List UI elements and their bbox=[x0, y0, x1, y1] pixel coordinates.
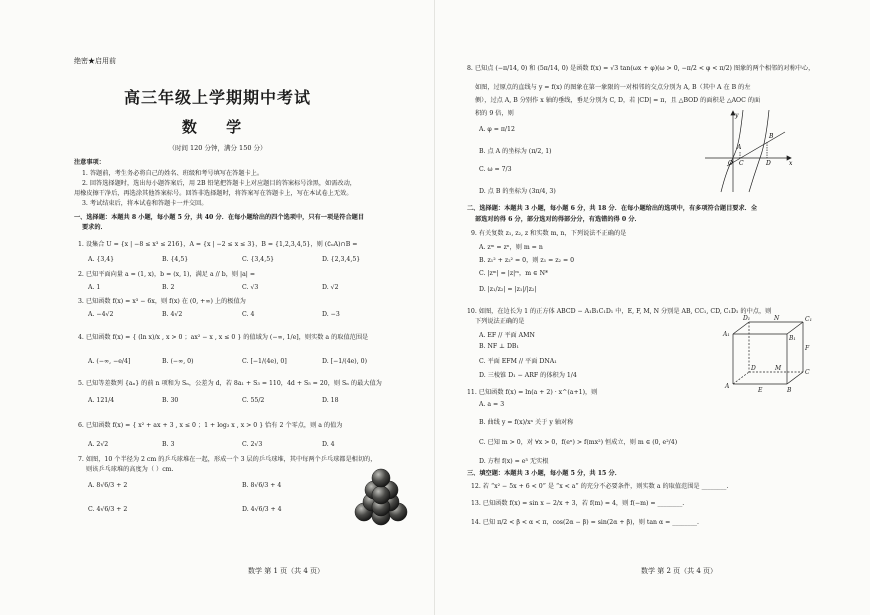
label-n: N bbox=[774, 315, 780, 322]
question-10-option-b: B. NF ⊥ DB₁ bbox=[479, 343, 519, 350]
label-e: E bbox=[758, 387, 763, 394]
question-7-option-b: B. 8√6/3 + 4 bbox=[242, 482, 282, 489]
question-3-option-c: C. 4 bbox=[242, 311, 255, 318]
notice-1: 1. 答题前，考生务必将自己的姓名、班级和考号填写在答题卡上。 bbox=[82, 170, 264, 177]
question-3-stem: 3. 已知函数 f(x) = x³ − 6x，则 f(x) 在 (0, +∞) 上的极值为 bbox=[78, 298, 246, 305]
question-6-option-b: B. 3 bbox=[162, 441, 175, 448]
label-c: C bbox=[805, 369, 810, 376]
section-1-heading: 一、选择题：本题共 8 小题，每小题 5 分，共 40 分．在每小题给出的四个选项中，只有一项是符合题目 bbox=[74, 214, 365, 221]
subject-title: 数 学 bbox=[181, 118, 254, 136]
ball bbox=[372, 469, 390, 487]
edge-bc bbox=[787, 372, 803, 384]
question-6-option-d: D. 4 bbox=[322, 441, 335, 448]
question-1-option-b: B. {4,5} bbox=[162, 256, 189, 263]
question-7-option-d: D. 4√6/3 + 4 bbox=[242, 506, 282, 513]
question-8-option-b: B. 点 A 的坐标为 (π/2, 1) bbox=[479, 148, 552, 155]
question-4-option-b: B. (−∞, 0) bbox=[162, 358, 194, 365]
label-c: C bbox=[739, 160, 744, 167]
question-12: 12. 若 “x² − 5x + 6 < 0” 是 “x < a” 的充分不必要条件，则实数 a 的取值范围是 ________. bbox=[471, 483, 729, 490]
question-4-option-a: A. (−∞, −e/4] bbox=[88, 358, 131, 365]
page-2-footer: 数学 第 2 页（共 4 页） bbox=[641, 567, 718, 575]
question-4-option-c: C. [−1/(4e), 0] bbox=[242, 358, 287, 365]
label-f: F bbox=[805, 345, 810, 352]
question-9-option-b: B. z₁² + z₂² = 0，则 z₁ = z₂ = 0 bbox=[479, 257, 575, 264]
notice-2-cont: 用橡皮擦干净后，再选涂其他答案标号。回答非选择题时，将答案写在答题卡上，写在本试卷上无效。 bbox=[74, 190, 353, 197]
notice-heading: 注意事项： bbox=[74, 159, 105, 166]
label-b: B bbox=[787, 387, 792, 394]
cube-figure bbox=[715, 314, 819, 396]
question-9-option-d: D. |z₁/z₂| = |z₁|/|z₂| bbox=[479, 286, 537, 293]
question-2-option-b: B. 2 bbox=[162, 284, 175, 291]
question-7-stem: 7. 如图，10 个半径为 2 cm 的乒乓球堆在一起，形成一个 3 层的乒乓球堆，其中每两个乒乓球都是相切的， bbox=[78, 456, 377, 463]
page-2 bbox=[435, 0, 870, 615]
question-8-option-c: C. ω = 7/3 bbox=[479, 166, 512, 173]
question-5-stem: 5. 已知等差数列 {aₙ} 的前 n 项和为 Sₙ，公差为 d，若 8a₁ + S₃ = 110，4d + S₅ = 20，则 Sₙ 的最大值为 bbox=[78, 380, 382, 387]
exam-title: 高三年级上学期期中考试 bbox=[123, 88, 311, 107]
question-3-option-a: A. −4√2 bbox=[88, 311, 114, 318]
tangent-branch-1 bbox=[721, 110, 743, 192]
question-5-option-b: B. 30 bbox=[162, 397, 179, 404]
question-8-stem-3: 侧），过点 A, B 分别作 x 轴的垂线，垂足分别为 C, D，若 |CD| = π，且 △BOD 的面积是 △AOC 的面 bbox=[475, 97, 761, 104]
question-9-stem: 9. 有关复数 z₁, z₂, z 和实数 m, n，下列说法不正确的是 bbox=[471, 230, 627, 237]
label-a1: A₁ bbox=[723, 331, 730, 338]
notice-3: 3. 考试结束后，将本试卷和答题卡一并交回。 bbox=[82, 200, 208, 207]
question-14: 14. 已知 π/2 < β < α < π，cos(2α − β) = sin(2α + β)，则 tan α = ________. bbox=[471, 519, 699, 526]
time-info: （时间 120 分钟，满分 150 分） bbox=[168, 144, 267, 152]
label-d: D bbox=[751, 365, 756, 372]
question-11-option-c: C. 已知 m > 0，对 ∀x > 0，f(eˣ) > f(mx²) 恒成立，则 m ∈ (0, e²/4) bbox=[479, 439, 678, 446]
confidential-mark: 绝密★启用前 bbox=[74, 57, 116, 65]
question-7-option-c: C. 4√6/3 + 2 bbox=[88, 506, 128, 513]
question-7-stem-cont: 则该乒乓球堆的高度为（ ）cm. bbox=[86, 466, 174, 473]
question-11-option-b: B. 曲线 y = f(x)/xᵃ 关于 y 轴对称 bbox=[479, 419, 574, 426]
question-2-option-d: D. √2 bbox=[322, 284, 339, 291]
question-10-option-a: A. EF // 平面 AMN bbox=[479, 332, 535, 339]
question-10-stem: 10. 如图，在边长为 1 的正方体 ABCD − A₁B₁C₁D₁ 中，E, F, M, N 分别是 AB, CC₁, CD, C₁D₁ 的中点，则 bbox=[467, 308, 772, 315]
question-5-option-a: A. 121/4 bbox=[88, 397, 115, 404]
edge-a1d1 bbox=[733, 322, 749, 334]
question-6-option-c: C. 2√3 bbox=[242, 441, 263, 448]
question-8-option-a: A. φ = π/12 bbox=[479, 126, 515, 133]
question-11-option-d: D. 方程 f(x) = e³ 无实根 bbox=[479, 458, 549, 465]
question-2-stem: 2. 已知平面向量 a = (1, x)，b = (x, 1)，满足 a // b，则 |a| = bbox=[78, 271, 256, 278]
question-8-stem-4: 积的 9 倍，则 bbox=[475, 110, 514, 117]
question-8-stem: 8. 已知点 (−π/14, 0) 和 (5π/14, 0) 是函数 f(x) = √3 tan(ωx + φ)(ω > 0, −π/2 < φ < π/2) 图象的两个相邻的对称中心， bbox=[467, 65, 815, 72]
line-through-origin bbox=[727, 132, 785, 166]
question-3-option-d: D. −3 bbox=[322, 311, 340, 318]
question-5-option-c: C. 55/2 bbox=[242, 397, 265, 404]
question-13: 13. 已知函数 f(x) = sin x − 2/x + 3，若 f(m) = 4，则 f(−m) = ________. bbox=[471, 500, 685, 507]
page-1-footer: 数学 第 1 页（共 4 页） bbox=[248, 567, 325, 575]
question-1-option-a: A. {3,4} bbox=[88, 256, 115, 263]
edge-b1c1 bbox=[787, 322, 803, 334]
question-10-option-d: D. 三棱锥 D₁ − ARF 的体积为 1/4 bbox=[479, 372, 577, 379]
question-3-option-b: B. 4√2 bbox=[162, 311, 183, 318]
question-4-stem: 4. 已知函数 f(x) = { (ln x)/x , x > 0 ；ax² − x , x ≤ 0 } 的值域为 (−∞, 1/e]，则实数 a 的取值范围是 bbox=[78, 334, 369, 341]
label-a: A bbox=[737, 144, 742, 151]
label-a: A bbox=[725, 383, 730, 390]
question-1-option-c: C. {3,4,5} bbox=[242, 256, 275, 263]
question-6-stem: 6. 已知函数 f(x) = { x² + ax + 3 , x ≤ 0 ；1 + log₃ x , x > 0 } 恰有 2 个零点，则 a 的值为 bbox=[78, 422, 343, 429]
question-6-option-a: A. 2√2 bbox=[88, 441, 109, 448]
question-5-option-d: D. 18 bbox=[322, 397, 339, 404]
label-b: B bbox=[769, 133, 774, 140]
question-7-option-a: A. 8√6/3 + 2 bbox=[88, 482, 128, 489]
question-10-stem-cont: 下列说法正确的是 bbox=[475, 318, 525, 325]
label-o: O bbox=[728, 160, 733, 167]
label-d1: D₁ bbox=[743, 315, 751, 322]
label-b1: B₁ bbox=[789, 335, 796, 342]
question-9-option-a: A. zᵐ = zⁿ，则 m = n bbox=[479, 244, 543, 251]
section-3-heading: 三、填空题：本题共 3 小题，每小题 5 分，共 15 分． bbox=[467, 470, 621, 477]
section-1-heading-cont: 要求的． bbox=[82, 224, 107, 231]
tangent-graph-figure bbox=[703, 108, 795, 194]
question-11-option-a: A. a = 3 bbox=[479, 401, 505, 408]
section-2-heading: 二、选择题：本题共 3 小题，每小题 6 分，共 18 分．在每小题给出的选项中，有多项符合题目要求．全 bbox=[467, 205, 758, 212]
question-1-stem: 1. 设集合 U = {x | −8 ≤ x³ ≤ 216}，A = {x | −2 ≤ x ≤ 3}，B = {1,2,3,4,5}，则 (∁ᵤA)∩B = bbox=[78, 241, 358, 248]
question-4-option-d: D. [−1/(4e), 0) bbox=[322, 358, 368, 365]
label-m: M bbox=[775, 365, 782, 372]
label-d: D bbox=[766, 160, 771, 167]
question-8-stem-2: 如图，过原点的直线与 y = f(x) 的图象在第一象限的一对相邻的交点分别为 A, B（其中 A 在 B 的左 bbox=[475, 84, 751, 91]
label-y: y bbox=[735, 112, 739, 119]
edge-ad bbox=[733, 372, 749, 384]
question-2-option-a: A. 1 bbox=[88, 284, 101, 291]
ball bbox=[372, 486, 390, 504]
notice-2: 2. 回答选择题时，选出每小题答案后，用 2B 铅笔把答题卡上对应题目的答案标号涂黑，如需改动， bbox=[82, 180, 356, 187]
question-2-option-c: C. √3 bbox=[242, 284, 259, 291]
label-x: x bbox=[789, 160, 793, 167]
question-11-stem: 11. 已知函数 f(x) = ln(a + 2) · x^(a+1)，则 bbox=[467, 389, 598, 396]
question-9-option-c: C. |zᵐ| = |z|ᵐ，m ∈ N* bbox=[479, 270, 549, 277]
ping-pong-ball-pile-figure bbox=[348, 462, 414, 530]
question-10-option-c: C. 平面 EFM // 平面 DNA₁ bbox=[479, 358, 557, 365]
section-2-heading-cont: 部选对的得 6 分，部分选对的得部分分，有选错的得 0 分． bbox=[475, 216, 641, 223]
question-8-option-d: D. 点 B 的坐标为 (3π/4, 3) bbox=[479, 188, 556, 195]
label-c1: C₁ bbox=[805, 316, 812, 323]
question-1-option-d: D. {2,3,4,5} bbox=[322, 256, 361, 263]
